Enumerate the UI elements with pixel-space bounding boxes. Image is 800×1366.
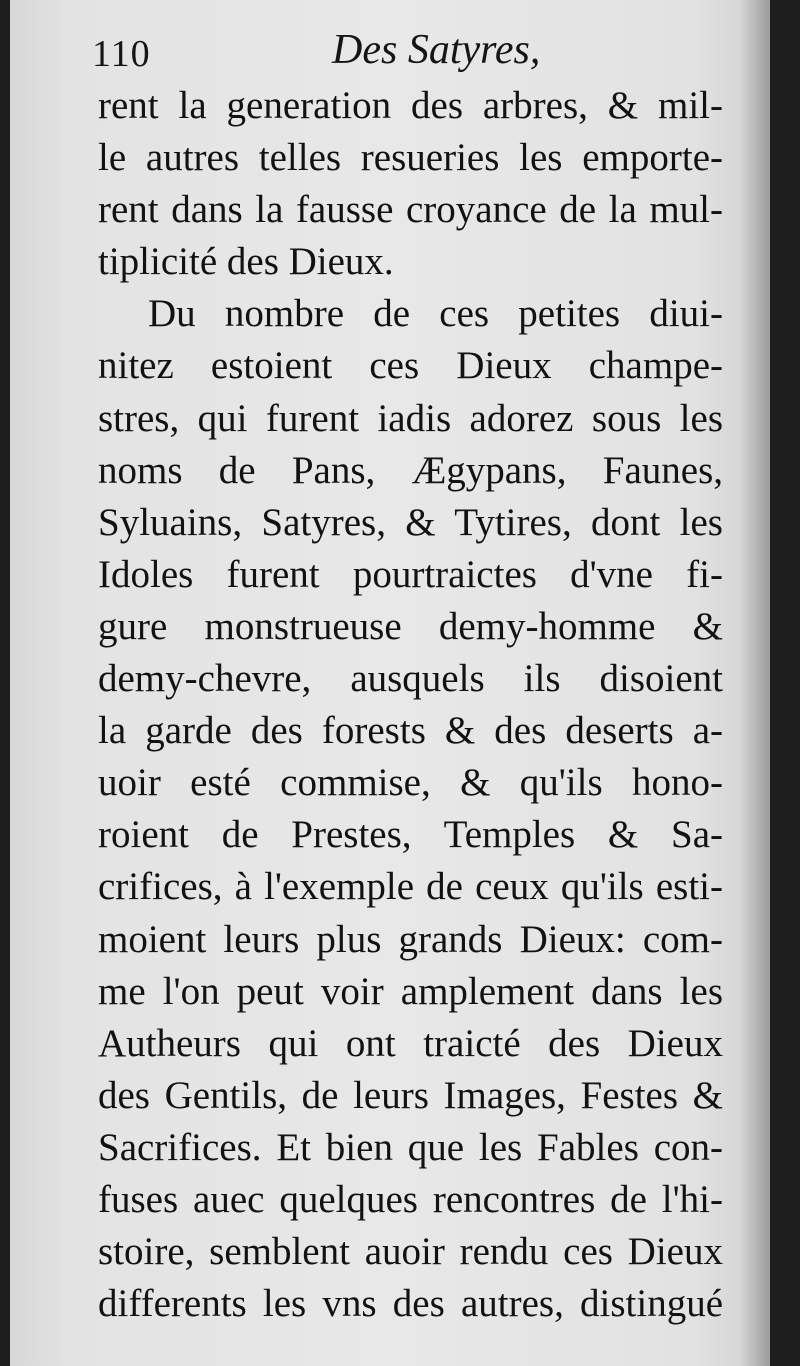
text-line: fuses auec quelques rencontres de l'hi- xyxy=(98,1177,723,1221)
page-gutter-shadow xyxy=(740,0,770,1366)
text-line: Du nombre de ces petites diui- xyxy=(148,292,723,336)
book-page xyxy=(10,0,770,1366)
text-line: la garde des forests & des deserts a- xyxy=(98,709,723,753)
body-text xyxy=(98,80,723,1330)
text-line: Idoles furent pourtraictes d'vne fi- xyxy=(98,552,723,596)
text-line: Autheurs qui ont traicté des Dieux xyxy=(98,1021,723,1065)
page-header xyxy=(92,26,712,86)
text-line: Syluains, Satyres, & Tytires, dont les xyxy=(98,500,723,544)
text-line: stres, qui furent iadis adorez sous les xyxy=(98,396,723,440)
text-line: me l'on peut voir amplement dans les xyxy=(98,969,723,1013)
text-line: rent dans la fausse croyance de la mul- xyxy=(98,188,723,232)
running-title: Des Satyres, xyxy=(332,27,541,73)
text-line: des Gentils, de leurs Images, Festes & xyxy=(98,1073,723,1117)
text-line: gure monstrueuse demy-homme & xyxy=(98,604,723,648)
text-line: tiplicité des Dieux. xyxy=(98,240,394,284)
text-line: stoire, semblent auoir rendu ces Dieux xyxy=(98,1230,723,1274)
text-line: crifices, à l'exemple de ceux qu'ils esti- xyxy=(98,865,723,909)
text-line: Sacrifices. Et bien que les Fables con- xyxy=(98,1125,723,1169)
text-line: rent la generation des arbres, & mil- xyxy=(98,84,723,127)
page-number: 110 xyxy=(92,33,151,75)
text-line: uoir esté commise, & qu'ils hono- xyxy=(98,761,723,805)
text-line: moient leurs plus grands Dieux: com- xyxy=(98,917,723,961)
text-line: differents les vns des autres, distingué xyxy=(98,1282,723,1326)
text-line: noms de Pans, Ægypans, Faunes, xyxy=(98,448,723,492)
text-line: nitez estoient ces Dieux champe- xyxy=(98,344,723,388)
text-line: le autres telles resueries les emporte- xyxy=(98,136,723,180)
text-line: roient de Prestes, Temples & Sa- xyxy=(98,813,723,857)
text-line: demy-chevre, ausquels ils disoient xyxy=(98,657,723,701)
